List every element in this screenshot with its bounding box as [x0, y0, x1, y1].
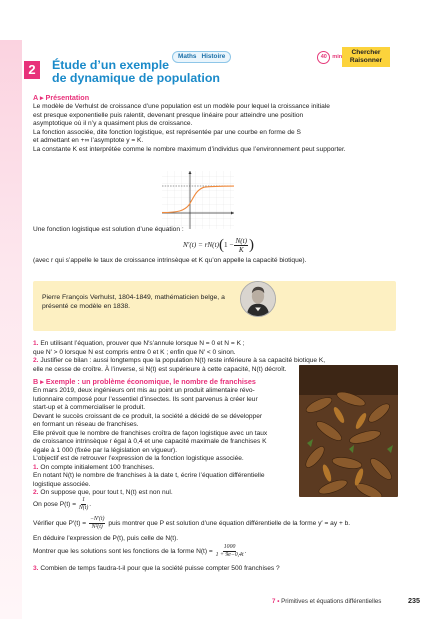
question-b3-line — [33, 565, 398, 573]
question-b1-line: En notant N(t) le nombre de franchises à la date t, écrire l’équation différentielle — [33, 472, 265, 479]
section-b-label: B — [33, 377, 39, 386]
verify-line — [33, 516, 398, 530]
pose-numerator: 1 — [82, 497, 86, 503]
section-b-line: lutionnaire composé pour l’essentiel d’insectes. Ils sont parvenus à créer leur — [33, 395, 258, 403]
section-b-line: start-up et à commercialiser le produit. — [33, 404, 146, 411]
subject-histoire: Histoire — [201, 52, 226, 60]
question-a2-number: 2. — [33, 357, 39, 364]
exercise-title — [52, 59, 292, 85]
verify-rest: puis montrer que P est solution d’une équation différentielle de la forme y′ = ay + b. — [108, 519, 351, 527]
show-label: Montrer que les solutions sont les fonctions de la forme N(t) = — [33, 547, 213, 555]
question-b3-number: 3. — [33, 565, 39, 572]
section-a-heading — [33, 94, 398, 102]
section-a-line: et admettant en +∞ l’asymptote y = K. — [33, 137, 144, 144]
timer-icon — [317, 51, 330, 64]
verhulst-portrait — [240, 281, 276, 317]
section-b-line: de croissance intrinsèque r égal à 0,4 et une capacité maximale de franchises K — [33, 438, 267, 445]
bullet-icon: • — [277, 598, 280, 605]
question-b3-text: Combien de temps faudra-t-il pour que la société puisse compter 500 franchises ? — [40, 565, 280, 572]
show-fraction — [216, 544, 244, 558]
formula-fraction — [234, 237, 248, 254]
params-note: (avec r qui s’appelle le taux de croissance intrinsèque et K qu’on appelle la capacité biotique). — [33, 257, 307, 264]
question-b2-number: 2. — [33, 489, 39, 496]
section-b-line: L’objectif est de retrouver l’expression de la fonction logistique associée. — [33, 455, 244, 462]
exercise-title-line1: Étude d’un exemple — [52, 58, 170, 72]
formula-paren-close: ) — [249, 236, 255, 253]
question-a1-number: 1. — [33, 340, 39, 347]
logistic-curve-figure — [160, 169, 236, 231]
section-b-line: en formant un réseau de franchises. — [33, 421, 139, 428]
pose-fraction — [79, 497, 88, 511]
formula-denominator: K — [238, 245, 244, 254]
page-footer — [272, 598, 381, 606]
exercise-number: 2 — [24, 61, 40, 79]
insect-food-photo — [299, 365, 398, 497]
section-a-line: Le modèle de Verhulst de croissance d’une population est un modèle pour lequel la croissance initiale — [33, 103, 330, 110]
page-sidebar-band — [0, 40, 22, 619]
question-b1-line: logistique associée. — [33, 480, 91, 488]
section-a-line: La fonction associée, dite fonction logistique, est représentée par une courbe en forme de S — [33, 128, 301, 136]
show-numerator: 1000 — [223, 544, 236, 550]
question-a1-line — [33, 340, 398, 348]
section-a-line: est presque exponentielle puis ralentit, devenant presque linéaire pour atteindre une position — [33, 111, 304, 119]
section-b-line: En mars 2019, deux ingénieurs ont mis au point un produit alimentaire révo- — [33, 387, 255, 394]
skills-badge — [342, 47, 390, 67]
pose-label: On pose P(t) = — [33, 500, 77, 508]
section-a-label: A — [33, 93, 38, 102]
verify-numerator: −N′(t) — [89, 516, 105, 522]
formula-numerator: N(t) — [235, 236, 248, 245]
arrow-icon: ▸ — [40, 377, 44, 386]
question-a2-text: Justifier ce bilan : aussi longtemps que la population N(t) reste inférieure à sa capacité biotique K, — [40, 357, 326, 364]
section-b-line: Elle prévoit que le nombre de franchises croîtra de façon logistique avec un taux — [33, 429, 268, 437]
show-line: Montrer que les solutions sont les fonctions de la forme N(t) = $\frac{1000}{1 + 9e-0,4t}$ . — [33, 544, 247, 558]
question-b1-number: 1. — [33, 463, 39, 471]
formula-lhs: N′(t) = rN(t) — [183, 240, 219, 249]
skill-raisonner: Raisonner — [349, 57, 383, 64]
page-number: 235 — [408, 596, 420, 605]
question-b2-text: On suppose que, pour tout t, N(t) est non nul. — [40, 489, 173, 496]
verify-denominator: N²(t) — [91, 523, 103, 530]
question-a2-line: elle ne cesse de croître. À l’inverse, si N(t) est supérieure à cette capacité, N(t) décroît. — [33, 365, 287, 373]
pose-denominator: N(t) — [78, 504, 89, 511]
section-b-line: égale à 1 000 (fixée par la législation en vigueur). — [33, 446, 178, 454]
section-a-line: La constante K est interprétée comme le nombre maximum d’individus que l’environnement peut supporter. — [33, 145, 346, 153]
skill-chercher: Chercher — [351, 49, 381, 56]
chapter-title: Primitives et équations différentielles — [281, 598, 382, 605]
timer-value: 40 — [320, 53, 327, 60]
exercise-title-line2: de dynamique de population — [52, 71, 220, 85]
section-b-title: Exemple : un problème économique, le nombre de franchises — [45, 377, 256, 386]
formula-one-minus: 1 − — [223, 240, 234, 249]
verify-fraction — [89, 516, 106, 530]
deduce-line: En déduire l’expression de P(t), puis celle de N(t). — [33, 535, 179, 542]
question-a1-text: En utilisant l’équation, prouver que N′s’annule lorsque N = 0 et N = K ; — [40, 340, 245, 347]
question-b1-text: On compte initialement 100 franchises. — [40, 463, 155, 471]
arrow-icon: ▸ — [39, 93, 44, 102]
section-a-line: asymptotique où il n’y a quasiment plus de croissance. — [33, 120, 193, 127]
logistic-intro: Une fonction logistique est solution d’une équation : — [33, 226, 184, 233]
section-a-title: Présentation — [45, 93, 90, 102]
question-a1-line: que N′ > 0 lorsque N est compris entre 0 et K ; enfin que N′ < 0 sinon. — [33, 348, 236, 356]
biography-text: Pierre François Verhulst, 1804-1849, mathématicien belge, a présenté ce modèle en 1838. — [42, 294, 225, 310]
verify-label: Vérifier que P′(t) = — [33, 519, 87, 527]
formula-paren-open: ( — [218, 236, 224, 253]
section-b-line: Devant le succès croissant de ce produit, la société a décidé de se développer — [33, 412, 263, 420]
verhulst-formula — [183, 234, 254, 256]
pose-line: On pose P(t) = $\frac{1}{N(t)}$ . — [33, 497, 92, 511]
show-denominator: 1 + 9e−0,4t — [215, 551, 244, 558]
graph-grid — [162, 171, 234, 229]
subject-maths: Maths — [178, 52, 197, 60]
timer-unit: min — [332, 53, 343, 60]
chapter-number: 7 — [272, 598, 276, 605]
